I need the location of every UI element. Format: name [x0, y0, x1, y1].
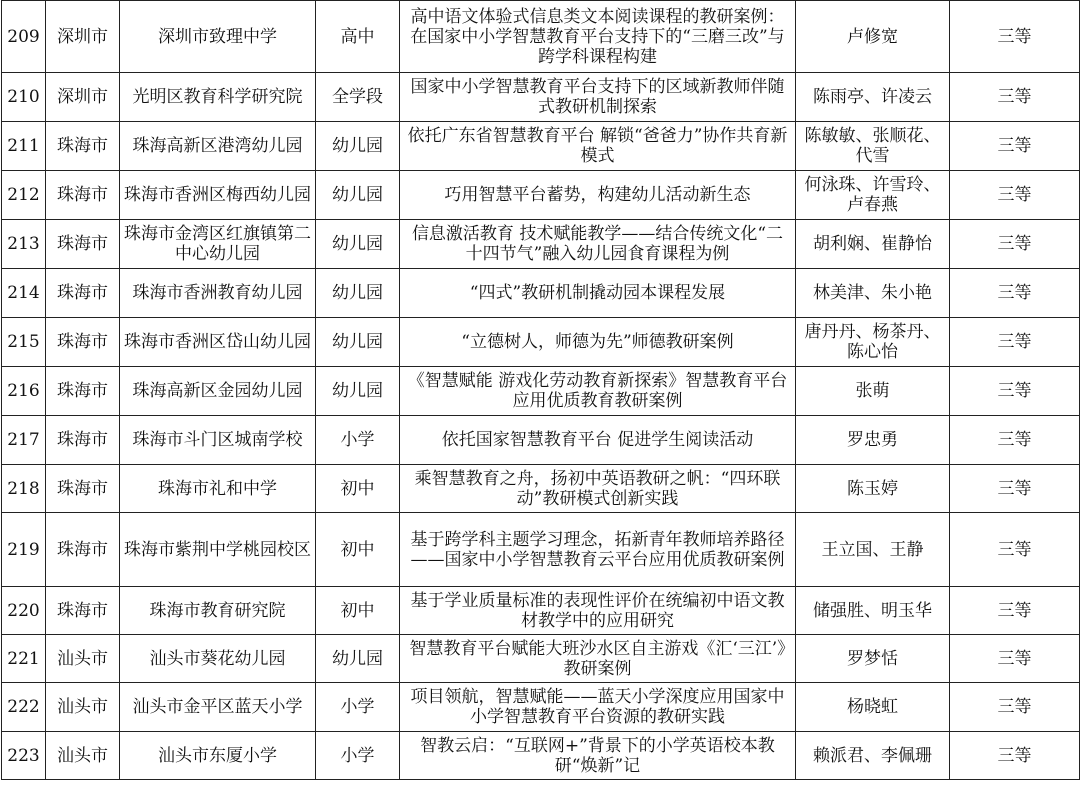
cell-award: 三等 — [950, 1, 1080, 73]
cell-city: 珠海市 — [46, 416, 120, 465]
table-row — [2, 1, 1080, 73]
cell-authors: 陈雨亭、许凌云 — [796, 73, 950, 122]
table-row — [2, 318, 1080, 367]
table-body — [2, 1, 1080, 780]
cell-city: 珠海市 — [46, 587, 120, 635]
cell-city: 汕头市 — [46, 683, 120, 732]
cell-award: 三等 — [950, 220, 1080, 269]
table-row — [2, 367, 1080, 416]
cell-authors: 张萌 — [796, 367, 950, 416]
cell-number: 210 — [2, 73, 46, 122]
cell-level: 小学 — [316, 732, 400, 780]
cell-city: 珠海市 — [46, 318, 120, 367]
table-row — [2, 683, 1080, 732]
table-row — [2, 465, 1080, 513]
cell-title: 依托国家智慧教育平台 促进学生阅读活动 — [400, 416, 796, 465]
cell-city: 珠海市 — [46, 465, 120, 513]
cell-unit: 珠海市斗门区城南学校 — [120, 416, 316, 465]
cell-city: 汕头市 — [46, 732, 120, 780]
cell-authors: 唐丹丹、杨茶丹、陈心怡 — [796, 318, 950, 367]
cell-unit: 汕头市葵花幼儿园 — [120, 635, 316, 683]
cell-award: 三等 — [950, 367, 1080, 416]
table-row — [2, 122, 1080, 171]
table-row — [2, 269, 1080, 318]
cell-number: 223 — [2, 732, 46, 780]
cell-number: 222 — [2, 683, 46, 732]
cell-authors: 杨晓虹 — [796, 683, 950, 732]
table-row — [2, 220, 1080, 269]
cell-title: 智教云启：“互联网+”背景下的小学英语校本教研“焕新”记 — [400, 732, 796, 780]
cell-unit: 珠海市香洲区岱山幼儿园 — [120, 318, 316, 367]
cell-level: 小学 — [316, 683, 400, 732]
table-row — [2, 732, 1080, 780]
cell-level: 初中 — [316, 513, 400, 587]
cell-number: 218 — [2, 465, 46, 513]
cell-title: 基于学业质量标准的表现性评价在统编初中语文教材教学中的应用研究 — [400, 587, 796, 635]
cell-city: 汕头市 — [46, 635, 120, 683]
awards-table — [1, 0, 1080, 780]
cell-level: 初中 — [316, 465, 400, 513]
cell-level: 高中 — [316, 1, 400, 73]
cell-title: 乘智慧教育之舟，扬初中英语教研之帆：“四环联动”教研模式创新实践 — [400, 465, 796, 513]
cell-award: 三等 — [950, 465, 1080, 513]
cell-number: 220 — [2, 587, 46, 635]
cell-title: 《智慧赋能 游戏化劳动教育新探索》智慧教育平台应用优质教育教研案例 — [400, 367, 796, 416]
cell-title: “四式”教研机制撬动园本课程发展 — [400, 269, 796, 318]
cell-award: 三等 — [950, 587, 1080, 635]
cell-title: 高中语文体验式信息类文本阅读课程的教研案例：在国家中小学智慧教育平台支持下的“三磨三改”与跨学科课程构建 — [400, 1, 796, 73]
cell-number: 212 — [2, 171, 46, 220]
cell-level: 全学段 — [316, 73, 400, 122]
cell-city: 珠海市 — [46, 513, 120, 587]
cell-unit: 深圳市致理中学 — [120, 1, 316, 73]
cell-city: 珠海市 — [46, 220, 120, 269]
cell-title: 智慧教育平台赋能大班沙水区自主游戏《汇‘三江’》教研案例 — [400, 635, 796, 683]
cell-level: 幼儿园 — [316, 122, 400, 171]
cell-number: 214 — [2, 269, 46, 318]
cell-number: 217 — [2, 416, 46, 465]
cell-level: 幼儿园 — [316, 367, 400, 416]
cell-title: 项目领航，智慧赋能——蓝天小学深度应用国家中小学智慧教育平台资源的教研实践 — [400, 683, 796, 732]
cell-number: 213 — [2, 220, 46, 269]
cell-title: 基于跨学科主题学习理念，拓新青年教师培养路径——国家中小学智慧教育云平台应用优质教研案例 — [400, 513, 796, 587]
cell-authors: 罗忠勇 — [796, 416, 950, 465]
cell-authors: 胡利娴、崔静怡 — [796, 220, 950, 269]
table-row — [2, 513, 1080, 587]
cell-award: 三等 — [950, 318, 1080, 367]
cell-award: 三等 — [950, 171, 1080, 220]
table-row — [2, 416, 1080, 465]
cell-award: 三等 — [950, 73, 1080, 122]
cell-authors: 王立国、王静 — [796, 513, 950, 587]
cell-authors: 卢修宽 — [796, 1, 950, 73]
table-row — [2, 635, 1080, 683]
cell-unit: 珠海市礼和中学 — [120, 465, 316, 513]
cell-unit: 珠海市香洲教育幼儿园 — [120, 269, 316, 318]
cell-unit: 珠海市紫荆中学桃园校区 — [120, 513, 316, 587]
cell-unit: 珠海高新区港湾幼儿园 — [120, 122, 316, 171]
cell-city: 珠海市 — [46, 269, 120, 318]
cell-authors: 赖派君、李佩珊 — [796, 732, 950, 780]
cell-title: 巧用智慧平台蓄势，构建幼儿活动新生态 — [400, 171, 796, 220]
cell-authors: 林美津、朱小艳 — [796, 269, 950, 318]
cell-unit: 珠海市香洲区梅西幼儿园 — [120, 171, 316, 220]
cell-award: 三等 — [950, 122, 1080, 171]
cell-authors: 储强胜、明玉华 — [796, 587, 950, 635]
cell-level: 幼儿园 — [316, 220, 400, 269]
cell-unit: 珠海市教育研究院 — [120, 587, 316, 635]
cell-level: 幼儿园 — [316, 635, 400, 683]
cell-title: 信息激活教育 技术赋能教学——结合传统文化“二十四节气”融入幼儿园食育课程为例 — [400, 220, 796, 269]
cell-authors: 罗梦恬 — [796, 635, 950, 683]
cell-title: 依托广东省智慧教育平台 解锁“爸爸力”协作共育新模式 — [400, 122, 796, 171]
cell-city: 深圳市 — [46, 73, 120, 122]
cell-city: 珠海市 — [46, 367, 120, 416]
table-row — [2, 171, 1080, 220]
cell-city: 深圳市 — [46, 1, 120, 73]
cell-number: 211 — [2, 122, 46, 171]
table-row — [2, 73, 1080, 122]
cell-unit: 汕头市金平区蓝天小学 — [120, 683, 316, 732]
cell-authors: 何泳珠、许雪玲、卢春燕 — [796, 171, 950, 220]
cell-authors: 陈玉婷 — [796, 465, 950, 513]
cell-number: 221 — [2, 635, 46, 683]
cell-title: 国家中小学智慧教育平台支持下的区域新教师伴随式教研机制探索 — [400, 73, 796, 122]
cell-award: 三等 — [950, 416, 1080, 465]
cell-award: 三等 — [950, 513, 1080, 587]
cell-level: 幼儿园 — [316, 269, 400, 318]
cell-title: “立德树人，师德为先”师德教研案例 — [400, 318, 796, 367]
cell-award: 三等 — [950, 635, 1080, 683]
cell-number: 209 — [2, 1, 46, 73]
cell-authors: 陈敏敏、张顺花、代雪 — [796, 122, 950, 171]
cell-award: 三等 — [950, 683, 1080, 732]
cell-award: 三等 — [950, 732, 1080, 780]
cell-unit: 珠海高新区金园幼儿园 — [120, 367, 316, 416]
cell-level: 初中 — [316, 587, 400, 635]
cell-unit: 珠海市金湾区红旗镇第二中心幼儿园 — [120, 220, 316, 269]
cell-level: 幼儿园 — [316, 318, 400, 367]
cell-city: 珠海市 — [46, 122, 120, 171]
cell-level: 幼儿园 — [316, 171, 400, 220]
cell-number: 216 — [2, 367, 46, 416]
cell-unit: 光明区教育科学研究院 — [120, 73, 316, 122]
cell-unit: 汕头市东厦小学 — [120, 732, 316, 780]
cell-level: 小学 — [316, 416, 400, 465]
cell-number: 215 — [2, 318, 46, 367]
cell-city: 珠海市 — [46, 171, 120, 220]
cell-number: 219 — [2, 513, 46, 587]
table-row — [2, 587, 1080, 635]
cell-award: 三等 — [950, 269, 1080, 318]
